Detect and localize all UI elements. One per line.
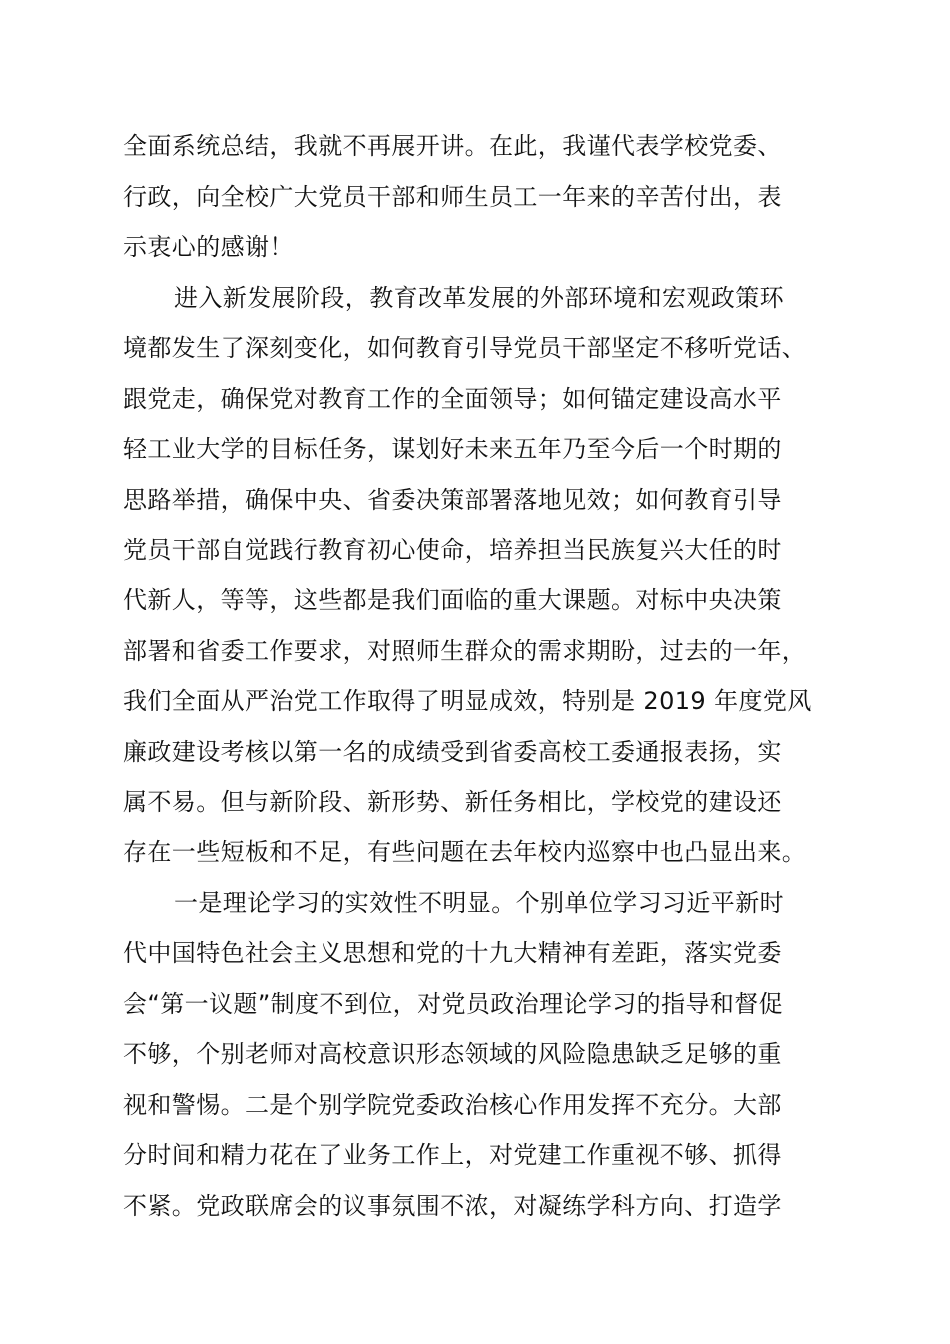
text-line: 视和警惕。二是个别学院党委政治核心作用发挥不充分。大部 xyxy=(123,1091,782,1119)
text-line: 全面系统总结，我就不再展开讲。在此，我谨代表学校党委、 xyxy=(123,132,782,160)
text-line: 不紧。党政联席会的议事氛围不浓，对凝练学科方向、打造学 xyxy=(123,1192,782,1220)
text-line: 轻工业大学的目标任务，谋划好未来五年乃至今后一个时期的 xyxy=(123,435,782,463)
text-line: 部署和省委工作要求，对照师生群众的需求期盼，过去的一年， xyxy=(123,637,807,665)
paragraph-start-line: 进入新发展阶段，教育改革发展的外部环境和宏观政策环 xyxy=(174,284,784,312)
text-line: 我们全面从严治党工作取得了明显成效，特别是 2019 年度党风 xyxy=(123,687,812,715)
text-line: 会“第一议题”制度不到位，对党员政治理论学习的指导和督促 xyxy=(123,990,784,1018)
paragraph-start-line: 一是理论学习的实效性不明显。个别单位学习习近平新时 xyxy=(174,889,784,917)
text-line: 代中国特色社会主义思想和党的十九大精神有差距，落实党委 xyxy=(123,939,782,967)
text-line: 属不易。但与新阶段、新形势、新任务相比，学校党的建设还 xyxy=(123,788,782,816)
text-line: 思路举措，确保中央、省委决策部署落地见效；如何教育引导 xyxy=(123,486,782,514)
text-line: 示衷心的感谢！ xyxy=(123,233,294,261)
text-line: 廉政建设考核以第一名的成绩受到省委高校工委通报表扬，实 xyxy=(123,738,782,766)
text-line: 行政，向全校广大党员干部和师生员工一年来的辛苦付出，表 xyxy=(123,183,782,211)
text-line: 跟党走，确保党对教育工作的全面领导；如何锚定建设高水平 xyxy=(123,385,782,413)
text-line: 不够，个别老师对高校意识形态领域的风险隐患缺乏足够的重 xyxy=(123,1040,782,1068)
text-line: 境都发生了深刻变化，如何教育引导党员干部坚定不移听党话、 xyxy=(123,334,807,362)
text-line: 存在一些短板和不足，有些问题在去年校内巡察中也凸显出来。 xyxy=(123,838,807,866)
text-line: 分时间和精力花在了业务工作上，对党建工作重视不够、抓得 xyxy=(123,1141,782,1169)
text-line: 代新人，等等，这些都是我们面临的重大课题。对标中央决策 xyxy=(123,586,782,614)
text-line: 党员干部自觉践行教育初心使命，培养担当民族复兴大任的时 xyxy=(123,536,782,564)
